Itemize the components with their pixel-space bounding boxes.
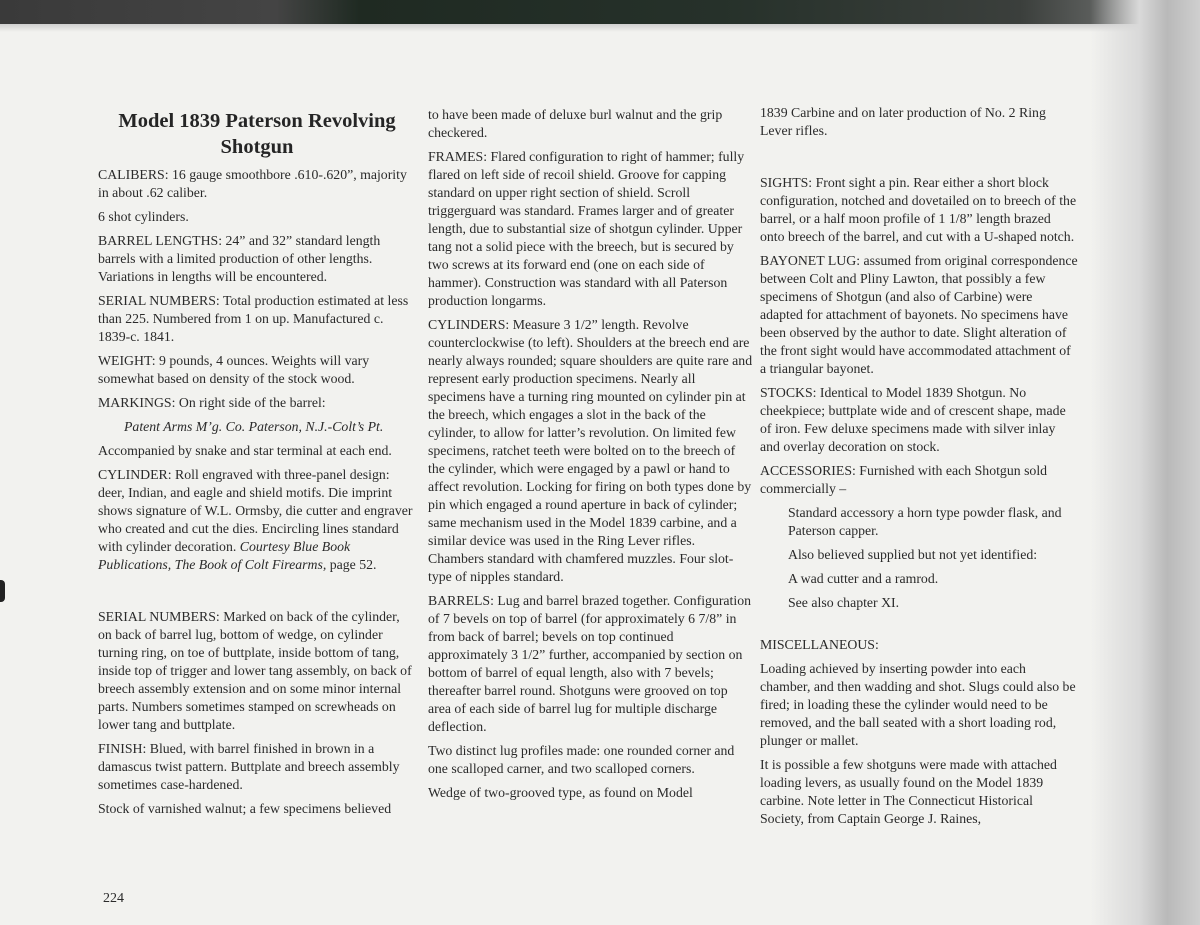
accessory-believed: Also believed supplied but not yet identified: bbox=[788, 547, 1038, 562]
column-middle bbox=[428, 106, 753, 808]
see-also-reference: See also chapter XI. bbox=[788, 595, 900, 610]
loading-levers-paragraph: It is possible a few shotguns were made with attached loading levers, as usually found on the Model 1839 carbine. Note letter in The Connecticut Historical Society, from Captain George J. Raines, bbox=[760, 757, 1057, 826]
binding-hole bbox=[0, 580, 5, 602]
markings-paragraph: MARKINGS: On right side of the barrel: bbox=[98, 395, 326, 410]
finish-paragraph: FINISH: Blued, with barrel finished in brown in a damascus twist pattern. Buttplate and breech assembly sometimes case-hardened. bbox=[98, 741, 400, 792]
stocks-paragraph: STOCKS: Identical to Model 1839 Shotgun. No cheekpiece; buttplate wide and of crescent shape, made of iron. Few deluxe specimens made with silver inlay and overlay decoration on stock. bbox=[760, 385, 1066, 454]
carbine-continued-paragraph: 1839 Carbine and on later production of No. 2 Ring Lever rifles. bbox=[760, 105, 1046, 138]
accessory-standard: Standard accessory a horn type powder flask, and Paterson capper. bbox=[788, 505, 1062, 538]
courtesy-credit: Courtesy Blue Book Publications, The Book of Colt Firearms, bbox=[98, 539, 351, 572]
spacer bbox=[760, 618, 1078, 636]
sights-paragraph: SIGHTS: Front sight a pin. Rear either a short block configuration, notched and dovetailed on to breech of the barrel, or a half moon profile of 1 1/8” length brazed onto breech of the barrel, and cut with a U-shaped notch. bbox=[760, 175, 1077, 244]
shot-cylinders-paragraph: 6 shot cylinders. bbox=[98, 209, 189, 224]
cylinder-text: CYLINDER: Roll engraved with three-panel design: deer, Indian, and eagle and shield motifs. Die imprint shows signature of W.L. Ormsby, die cutter and engraver who created and cut the dies. Encircling lines standard with cylinder decoration. bbox=[98, 467, 413, 554]
scan-top-edge bbox=[0, 0, 1200, 24]
accessories-paragraph: ACCESSORIES: Furnished with each Shotgun sold commercially – bbox=[760, 463, 1048, 496]
stock-continued-paragraph: to have been made of deluxe burl walnut and the grip checkered. bbox=[428, 107, 723, 140]
barrels-paragraph: BARRELS: Lug and barrel brazed together. Configuration of 7 bevels on top of barrel (for approximately 6 7/8” in from back of barrel; bevels on top continued approximately 3 1/2” further, accompanied by section on bottom of barrel of equal length, also with 7 bevels; thereafter barrel round. Shotguns were grooved on top area of each side of barrel lug for multiple discharge deflection. bbox=[428, 593, 752, 734]
calibers-paragraph: CALIBERS: 16 gauge smoothbore .610-.620”, majority in about .62 caliber. bbox=[98, 167, 407, 200]
accessory-wad-cutter: A wad cutter and a ramrod. bbox=[788, 571, 939, 586]
page-title: Model 1839 Paterson Revolving Shotgun bbox=[118, 110, 396, 158]
bayonet-lug-paragraph: BAYONET LUG: assumed from original correspondence between Colt and Pliny Lawton, that possibly a few specimens of Shotgun (and also of Carbine) were adapted for attachment of bayonets. No specimens have been observed by the author to date. Slight alteration of the front sight would have accommodated attachment of a triangular bayonet. bbox=[760, 253, 1078, 376]
cylinder-paragraph bbox=[98, 466, 416, 574]
spacer bbox=[760, 146, 1078, 174]
wedge-paragraph: Wedge of two-grooved type, as found on Model bbox=[428, 785, 693, 800]
column-right bbox=[760, 104, 1078, 834]
weight-paragraph: WEIGHT: 9 pounds, 4 ounces. Weights will vary somewhat based on density of the stock wood. bbox=[98, 353, 370, 386]
lug-profiles-paragraph: Two distinct lug profiles made: one rounded corner and one scalloped carner, and two scalloped corners. bbox=[428, 743, 735, 776]
book-gutter-shadow bbox=[1090, 0, 1200, 925]
accompanied-paragraph: Accompanied by snake and star terminal at each end. bbox=[98, 443, 392, 458]
stock-paragraph: Stock of varnished walnut; a few specimens believed bbox=[98, 801, 392, 816]
column-left bbox=[98, 108, 416, 824]
loading-paragraph: Loading achieved by inserting powder into each chamber, and then wadding and shot. Slugs could also be fired; in loading these the cylinder would need to be removed, and the ball seated with a short loading rod, plunger or mallet. bbox=[760, 661, 1076, 748]
serial-numbers-paragraph: SERIAL NUMBERS: Total production estimated at less than 225. Numbered from 1 on up. Manufactured c. 1839-c. 1841. bbox=[98, 293, 409, 344]
miscellaneous-heading: MISCELLANEOUS: bbox=[760, 637, 879, 652]
spacer bbox=[98, 580, 416, 608]
cylinders-paragraph: CYLINDERS: Measure 3 1/2” length. Revolve counterclockwise (to left). Shoulders at the breech end are nearly always rounded; square shoulders are quite rare and represent early production specimens. Nearly all specimens have a turning ring mounted on cylinder pin at the breech, which engages a slot in the back of the cylinder, to allow for latter’s revolution. On limited few specimens, ratchet teeth were bolted on to the breech of the cylinder, which were engaged by a pawl or hand to affect revolution. Locking for firing on both types done by pin which engaged a round aperture in back of cylinder; same mechanism used in the Model 1839 carbine, and a similar device was used in the Ring Lever rifles. Chambers standard with chamfered muzzles. Four slot-type of nipples standard. bbox=[428, 317, 753, 584]
frames-paragraph: FRAMES: Flared configuration to right of hammer; fully flared on left side of recoil shield. Groove for capping standard on upper right section of shield. Scroll triggerguard was standard. Frames larger and of greater length, due to substantial size of shotgun cylinder. Upper tang not a solid piece with the breech, but is secured by two screws at its forward end (one on each side of hammer). Construction was standard with all Paterson production longarms. bbox=[428, 149, 745, 308]
page-number: 224 bbox=[103, 891, 124, 906]
marking-inscription: Patent Arms M’g. Co. Paterson, N.J.-Colt’s Pt. bbox=[124, 419, 384, 434]
courtesy-page: page 52. bbox=[329, 557, 377, 572]
serial-locations-paragraph: SERIAL NUMBERS: Marked on back of the cylinder, on back of barrel lug, bottom of wedge, on cylinder turning ring, on toe of buttplate, inside bottom of tang, inside top of trigger and lower tang assembly, on back of breech assembly extension and on some minor internal parts. Numbers sometimes stamped on screwheads on lower tang and buttplate. bbox=[98, 609, 412, 732]
barrel-lengths-paragraph: BARREL LENGTHS: 24” and 32” standard length barrels with a limited production of other lengths. Variations in lengths will be encountered. bbox=[98, 233, 381, 284]
